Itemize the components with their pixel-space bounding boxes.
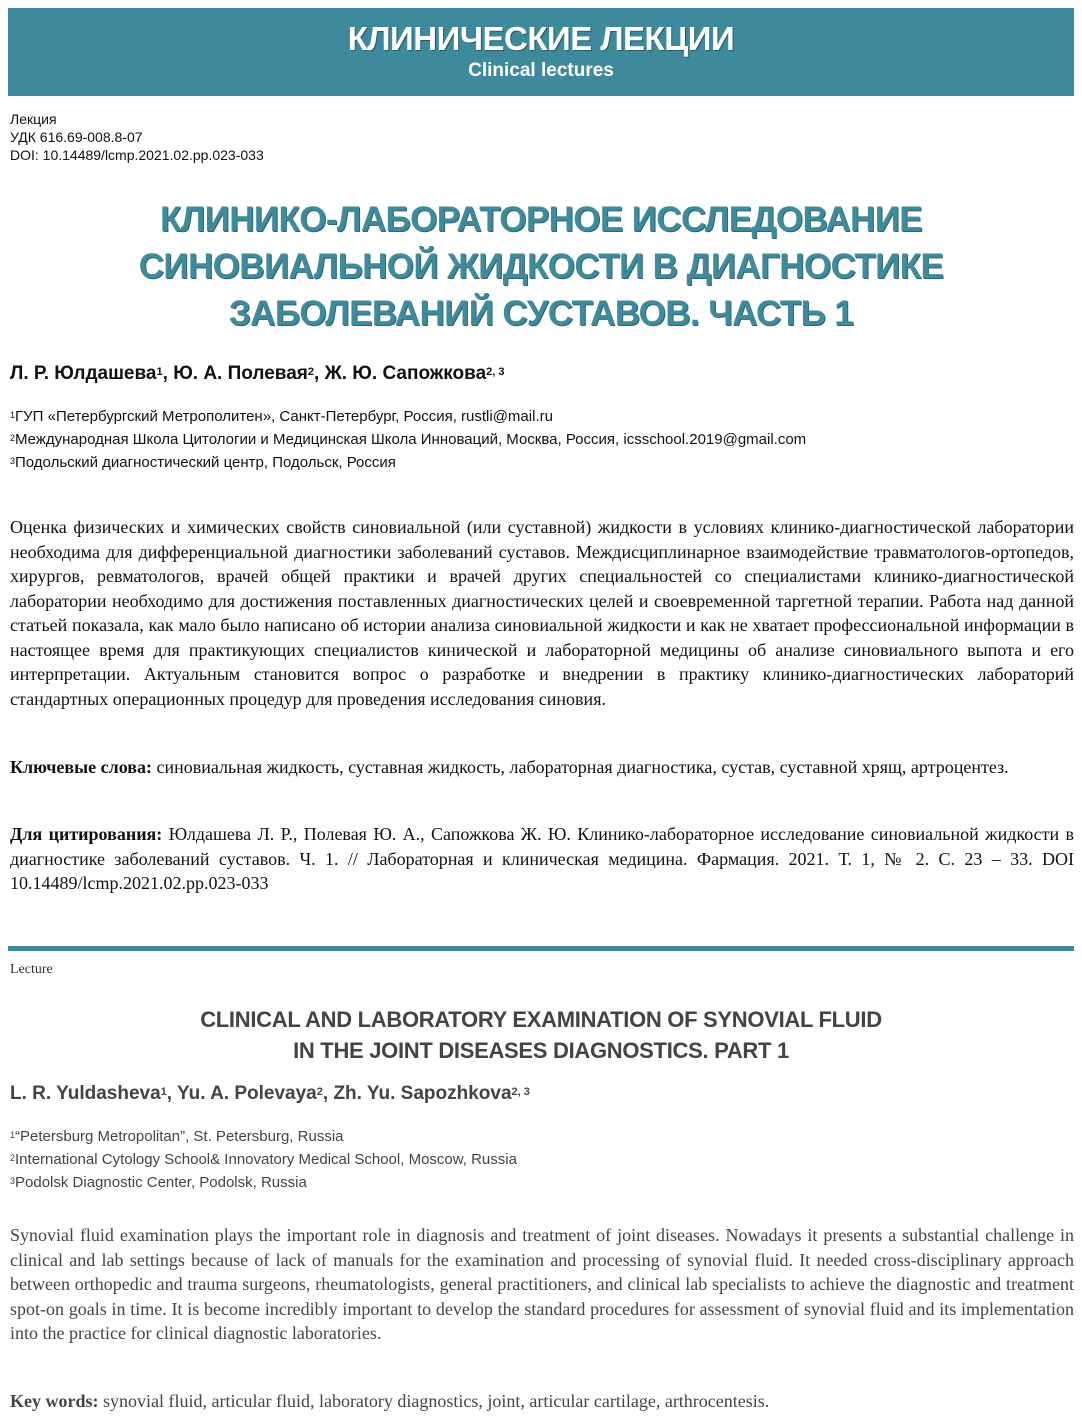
keywords-text: синовиальная жидкость, суставная жидкость, лабораторная диагностика, сустав, суставной хрящ, артроцентез.	[151, 757, 1009, 777]
doi: DOI: 10.14489/lcmp.2021.02.pp.023-033	[10, 147, 264, 163]
author-affiliation-mark: 2, 3	[486, 366, 505, 378]
affiliations-en	[10, 1125, 517, 1194]
affiliations-ru	[10, 405, 806, 474]
author-affiliation-mark: 1	[160, 1086, 167, 1098]
authors-ru: Л. Р. Юлдашева$^1$, Ю. А. Полевая$^2$, Ж. Ю. Сапожкова$^{2, 3}$	[10, 363, 505, 384]
author-name: L. R. Yuldasheva	[10, 1083, 161, 1104]
author-affiliation-mark: 2	[307, 366, 315, 378]
article-type-en: Lecture	[10, 962, 53, 977]
citation-ru	[10, 822, 1074, 896]
author-affiliation-mark: 2, 3	[511, 1086, 530, 1098]
author-name: Yu. A. Polevaya	[177, 1083, 317, 1104]
keywords-label: Ключевые слова:	[10, 757, 152, 777]
affiliation-item: $^2$Международная Школа Цитологии и Медицинская Школа Инноваций, Москва, Россия, icsschool.2019@gmail.com	[10, 431, 807, 448]
affiliation-item: $^3$Podolsk Diagnostic Center, Podolsk, Russia	[10, 1174, 307, 1191]
udk-code: УДК 616.69-008.8-07	[10, 129, 143, 145]
author-name: Zh. Yu. Sapozhkova	[333, 1083, 512, 1104]
keywords-en	[10, 1389, 1074, 1414]
article-title-en	[8, 1004, 1074, 1066]
affiliation-item: $^3$Подольский диагностический центр, Подольск, Россия	[10, 454, 396, 471]
keywords-ru	[10, 755, 1074, 780]
affiliation-item: $^2$International Cytology School& Innovatory Medical School, Moscow, Russia	[10, 1151, 517, 1168]
section-divider	[8, 946, 1074, 951]
abstract-ru: Оценка физических и химических свойств синовиальной (или суставной) жидкости в условиях клинико-диагностической лаборатории необходима для дифференциальной диагностики заболеваний суставов. Междисциплинарное взаимодействие травматологов-ортопедов, хирургов, ревматологов, врачей общей практики и врачей других специальностей со специалистами клинико-диагностической лаборатории необходимо для достижения поставленных диагностических целей и своевременной таргетной терапии. Работа над данной статьей показала, как мало было написано об истории анализа синовиальной жидкости и как не хватает профессиональной информации в настоящее время для практикующих специалистов кинической и лабораторной медицины об анализе синовиального выпота и его интерпретации. Актуальным становится вопрос о разработке и внедрении в практику клинико-диагностических лабораторий стандартных операционных процедур для проведения исследования синовия.	[10, 517, 1074, 709]
author-affiliation-mark: 2	[316, 1086, 323, 1098]
keywords-text: synovial fluid, articular fluid, laboratory diagnostics, joint, articular cartilage, arthrocentesis.	[98, 1391, 770, 1411]
title-line: IN THE JOINT DISEASES DIAGNOSTICS. PART 1	[293, 1038, 789, 1063]
author-name: Л. Р. Юлдашева	[10, 363, 157, 384]
affiliation-item: $^1$“Petersburg Metropolitan”, St. Petersburg, Russia	[10, 1128, 344, 1145]
title-line: КЛИНИКО-ЛАБОРАТОРНОЕ ИССЛЕДОВАНИЕ	[159, 200, 923, 239]
title-line: СИНОВИАЛЬНОЙ ЖИДКОСТИ В ДИАГНОСТИКЕ	[138, 247, 944, 286]
authors-en: L. R. Yuldasheva$^1$, Yu. A. Polevaya$^2$, Zh. Yu. Sapozhkova$^{2, 3}$	[10, 1083, 530, 1104]
section-subtitle: Clinical lectures	[468, 60, 614, 81]
article-type: Лекция	[10, 111, 57, 127]
citation-text: Юлдашева Л. Р., Полевая Ю. А., Сапожкова Ж. Ю. Клинико-лабораторное исследование синовиальной жидкости в диагностике заболеваний суставов. Ч. 1. // Лабораторная и клиническая медицина. Фармация. 2021. Т. 1, № 2. С. 23 – 33. DOI 10.14489/lcmp.2021.02.pp.023-033	[10, 824, 1074, 893]
article-title-ru	[8, 196, 1074, 337]
author-affiliation-mark: 1	[156, 366, 163, 378]
keywords-label: Key words:	[10, 1391, 99, 1411]
affiliation-item: $^1$ГУП «Петербургский Метрополитен», Санкт-Петербург, Россия, rustli@mail.ru	[10, 408, 553, 425]
author-name: Ж. Ю. Сапожкова	[324, 363, 487, 384]
article-meta	[10, 110, 264, 164]
title-line: ЗАБОЛЕВАНИЙ СУСТАВОВ. ЧАСТЬ 1	[228, 294, 854, 333]
abstract-en: Synovial fluid examination plays the important role in diagnosis and treatment of joint diseases. Nowadays it presents a substantial challenge in clinical and lab settings because of lack of manuals for the examination and processing of synovial fluid. It needed cross-disciplinary approach between orthopedic and trauma surgeons, rheumatologists, general practitioners, and clinical lab specialists to achieve the diagnostic and treatment spot-on goals in time. It is become incredibly important to develop the standard procedures for assessment of synovial fluid and its implementation into the practice for clinical diagnostic laboratories.	[10, 1225, 1074, 1343]
section-title: КЛИНИЧЕСКИЕ ЛЕКЦИИ	[347, 20, 735, 57]
section-header-banner	[8, 8, 1074, 96]
citation-label: Для цитирования:	[10, 824, 163, 844]
author-name: Ю. А. Полевая	[173, 363, 308, 384]
title-line: CLINICAL AND LABORATORY EXAMINATION OF SYNOVIAL FLUID	[200, 1007, 882, 1032]
